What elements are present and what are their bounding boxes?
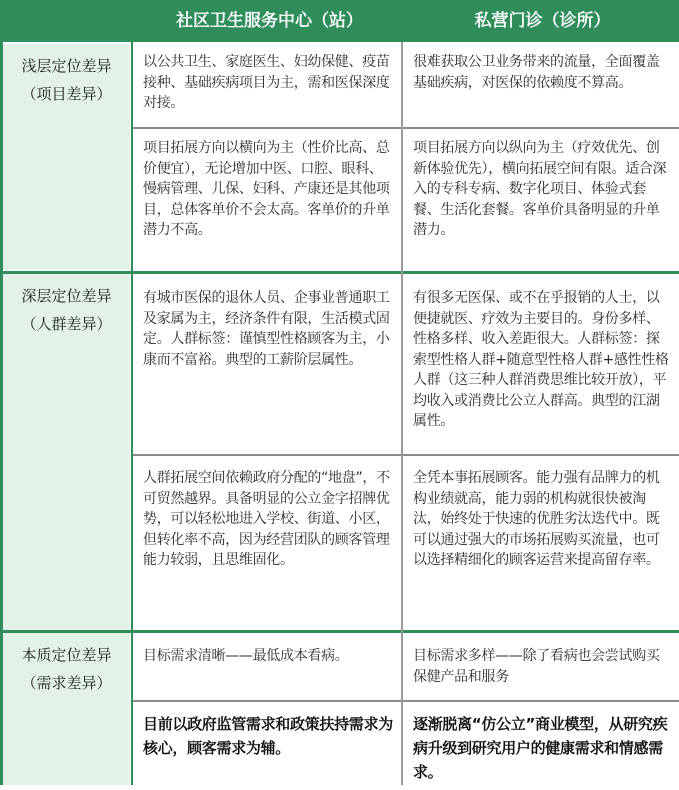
section-subtitle: （需求差异） (21, 674, 112, 692)
row-divider (133, 454, 679, 456)
section-title: 浅层定位差异 (21, 57, 112, 75)
cell-community: 项目拓展方向以横向为主（性价比高、总价便宜），无论增加中医、口腔、眼科、慢病管理、儿保、妇科、产康还是其他项目，总体客单价不会太高。客单价的升单潜力不高。 (143, 140, 390, 238)
section-label-project (3, 44, 130, 270)
column-divider (131, 42, 133, 785)
section-subtitle: （人群差异） (21, 315, 112, 333)
section-title: 深层定位差异 (21, 287, 112, 305)
cell-private: 很难获取公卫业务带来的流量，全面覆盖基础疾病，对医保的依赖度不算高。 (413, 54, 660, 91)
section-label-people (3, 274, 130, 630)
section-title: 本质定位差异 (21, 646, 112, 664)
cell-private: 项目拓展方向以纵向为主（疗效优先、创新体验优先），横向拓展空间有限。适合深入的专科专病、数字化项目、体验式套餐、生活化套餐。客单价具备明显的升单潜力。 (413, 140, 667, 238)
table-header (3, 0, 679, 42)
header-private: 私营门诊（诊所） (474, 11, 611, 31)
cell-community: 目前以政府监管需求和政策扶持需求为核心，顾客需求为辅。 (143, 715, 393, 757)
cell-private: 全凭本事拓展顾客。能力强有品牌力的机构业绩就高，能力弱的机构就很快被淘汰，始终处于快速的优胜劣汰迭代中。既可以通过强大的市场拓展购买流量，也可以选择精细化的顾客运营来提高留存率。 (413, 470, 660, 568)
row-divider (133, 127, 679, 129)
cell-community: 目标需求清晰——最低成本看病。 (143, 648, 349, 664)
column-divider (401, 42, 403, 785)
cell-private: 有很多无医保、或不在乎报销的人士，以便捷就医、疗效为主要目的。身份多样、性格多样、收入差距很大。人群标签：探索型性格人群+随意型性格人群+感性性格人群（这三种人群消费思维比较开放），平均收入或消费比公立人群高。典型的江湖属性。 (413, 290, 669, 429)
row-divider (133, 700, 679, 702)
section-label-demand (3, 633, 130, 785)
cell-community: 以公共卫生、家庭医生、妇幼保健、疫苗接种、基础疾病项目为主，需和医保深度对接。 (143, 54, 390, 111)
section-subtitle: （项目差异） (21, 85, 112, 103)
cell-private: 目标需求多样——除了看病也会尝试购买保健产品和服务 (413, 648, 660, 685)
header-community: 社区卫生服务中心（站） (176, 11, 363, 31)
cell-community: 有城市医保的退休人员、企事业普通职工及家属为主，经济条件有限，生活模式固定。人群标签：谨慎型性格顾客为主，小康而不富裕。典型的工薪阶层属性。 (143, 290, 390, 368)
cell-private: 逐渐脱离“仿公立”商业模型，从研究疾病升级到研究用户的健康需求和情感需求。 (413, 715, 668, 781)
cell-community: 人群拓展空间依赖政府分配的“地盘”，不可贸然越界。具备明显的公立金字招牌优势，可以轻松地进入学校、街道、小区，但转化率不高，因为经营团队的顾客管理能力较弱，且思维固化。 (143, 470, 390, 568)
